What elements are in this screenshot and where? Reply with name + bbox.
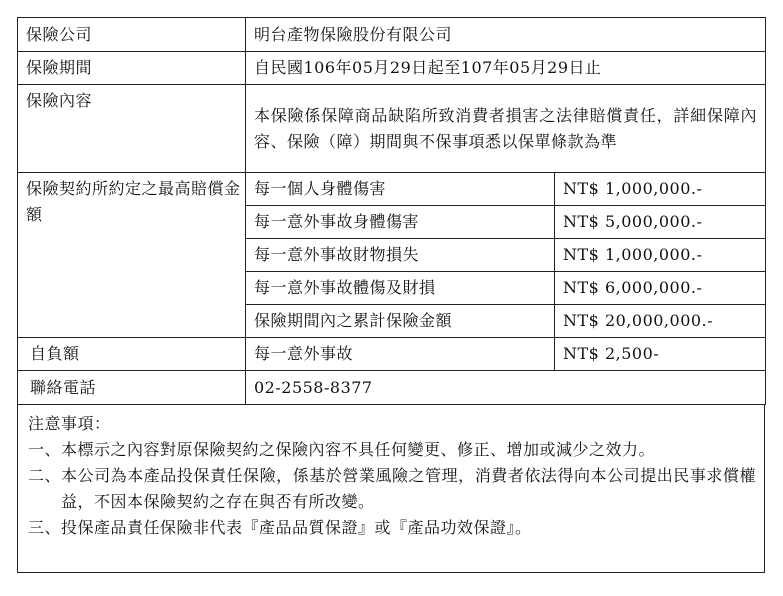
notes-section [17,405,765,573]
content-label: 保險內容 [18,85,246,173]
note-item [28,437,756,463]
max-item-amount: NT$ 1,000,000.- [555,239,766,272]
max-item-amount: NT$ 5,000,000.- [555,206,766,239]
company-value: 明台產物保險股份有限公司 [246,18,766,52]
company-row [18,18,766,52]
deductible-row [18,338,766,371]
max-item-amount: NT$ 1,000,000.- [555,173,766,206]
max-item-amount: NT$ 20,000,000.- [555,305,766,338]
note-text: 投保產品責任保險非代表『產品品質保證』或『產品功效保證』。 [61,518,532,537]
max-amount-label: 保險契約所約定之最高賠償金額 [18,173,246,338]
period-value: 自民國106年05月29日起至107年05月29日止 [246,52,766,85]
company-label: 保險公司 [18,18,246,52]
deductible-desc: 每一意外事故 [246,338,555,371]
max-amount-row [18,173,766,206]
phone-row [18,371,766,405]
deductible-amount: NT$ 2,500- [555,338,766,371]
insurance-info-table [17,17,766,405]
notes-title: 注意事項： [28,414,111,433]
content-value: 本保險係保障商品缺陷所致消費者損害之法律賠償責任，詳細保障內容、保險（障）期間與不保事項悉以保單條款為準 [246,85,766,173]
period-label: 保險期間 [18,52,246,85]
note-number: 一、 [28,440,62,459]
phone-label: 聯絡電話 [18,371,246,405]
note-text: 本標示之內容對原保險契約之保險內容不具任何變更、修正、增加或減少之效力。 [61,440,656,459]
note-number: 三、 [28,518,62,537]
note-number: 二、 [28,466,62,485]
max-item-amount: NT$ 6,000,000.- [555,272,766,305]
note-text: 本公司為本產品投保責任保險，係基於營業風險之管理，消費者依法得向本公司提出民事求償權益，不因本保險契約之存在與否有所改變。 [61,466,756,511]
content-row [18,85,766,173]
period-row [18,52,766,85]
note-item [28,515,756,541]
max-item-desc: 每一意外事故財物損失 [246,239,555,272]
insurance-label-document [17,17,765,573]
phone-value: 02-2558-8377 [246,371,766,405]
deductible-label: 自負額 [18,338,246,371]
max-item-desc: 每一意外事故身體傷害 [246,206,555,239]
max-item-desc: 每一個人身體傷害 [246,173,555,206]
max-item-desc: 保險期間內之累計保險金額 [246,305,555,338]
max-item-desc: 每一意外事故體傷及財損 [246,272,555,305]
note-item [28,463,756,515]
